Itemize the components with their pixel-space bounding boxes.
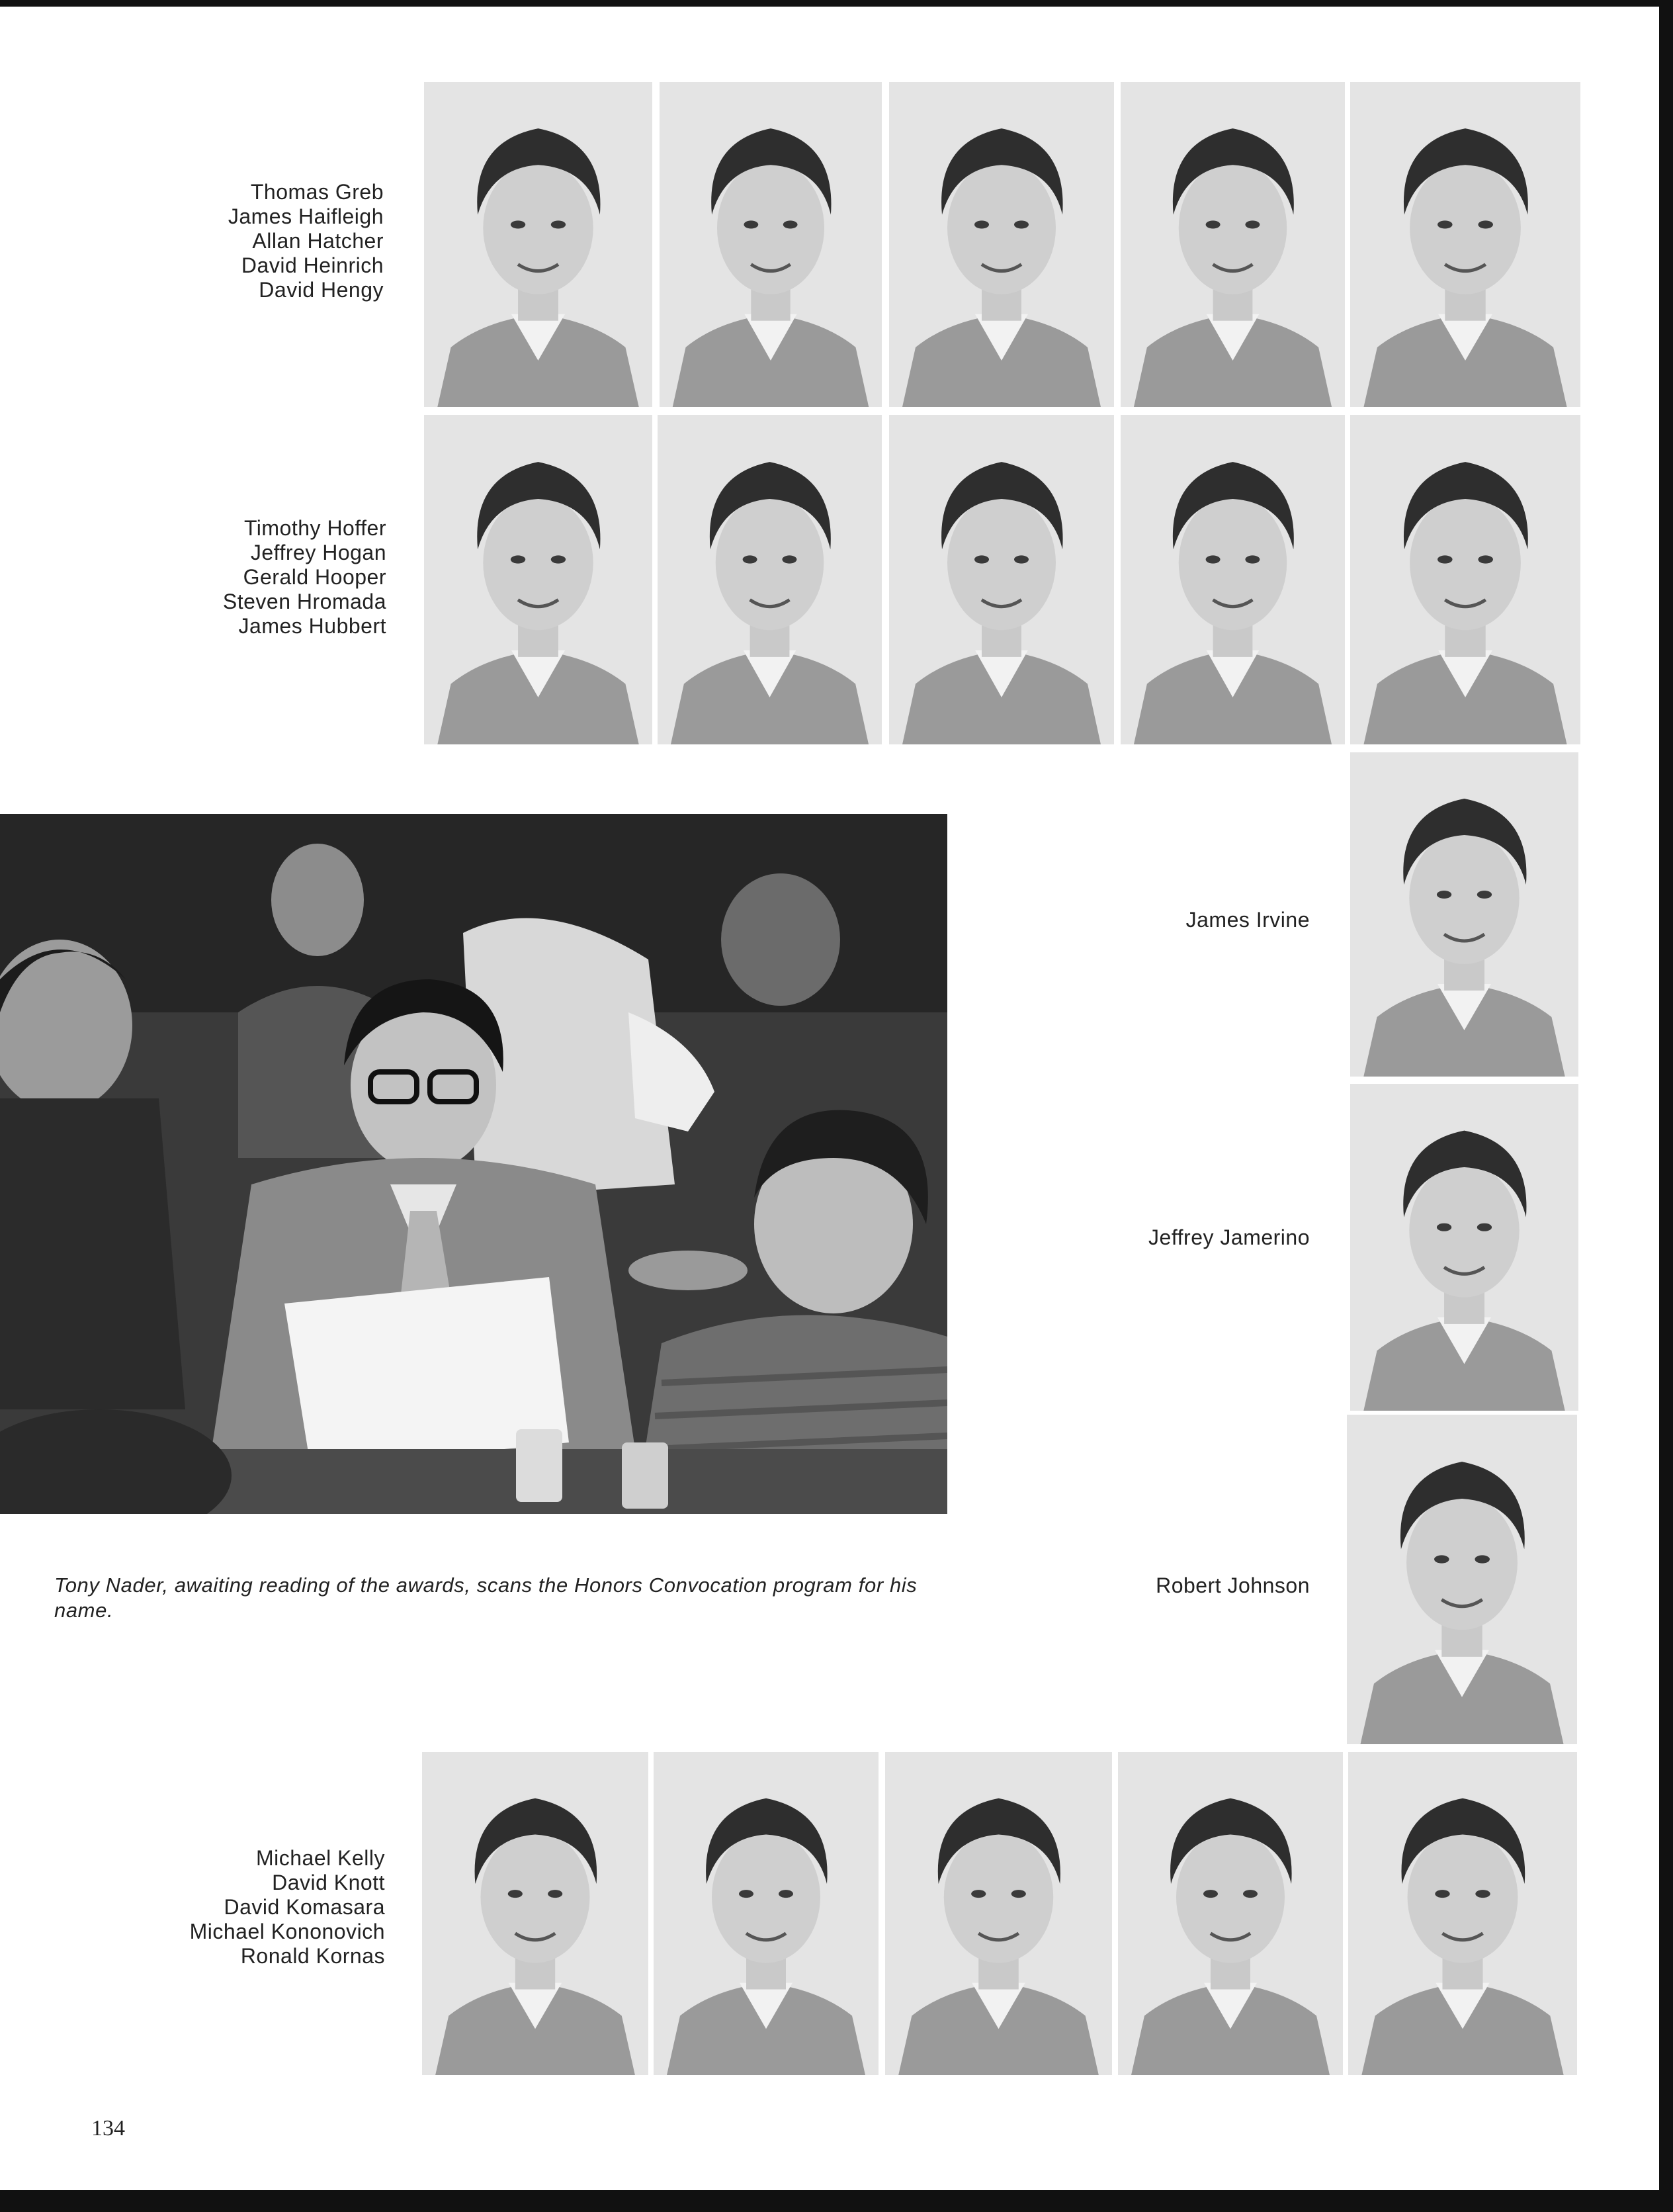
page-number: 134 [91, 2116, 125, 2141]
portrait-photo [1121, 82, 1345, 407]
portrait-photo [1121, 415, 1345, 744]
scan-edge-top [0, 0, 1673, 7]
portrait-photo [424, 415, 652, 744]
portrait-photo [1350, 1084, 1578, 1411]
photo-caption: Tony Nader, awaiting reading of the awards, scans the Honors Convocation program for his name. [54, 1573, 918, 1622]
student-name: Gerald Hooper [243, 565, 386, 589]
student-name: David Komasara [224, 1895, 385, 1919]
portrait-photo [889, 82, 1114, 407]
single-student-name: James Irvine [1185, 908, 1310, 932]
portrait-photo [658, 415, 882, 744]
portrait-photo [885, 1752, 1112, 2075]
student-name: Jeffrey Hogan [250, 541, 386, 564]
student-name: Michael Kelly [255, 1846, 385, 1870]
single-student-name: Robert Johnson [1156, 1573, 1310, 1597]
single-student-name: Jeffrey Jamerino [1148, 1225, 1310, 1249]
portrait-photo [660, 82, 882, 407]
row-3-name-list [119, 1846, 385, 1969]
portrait-photo [654, 1752, 879, 2075]
scan-edge-bottom [0, 2190, 1673, 2212]
student-name: Timothy Hoffer [243, 516, 386, 540]
student-name: Steven Hromada [222, 590, 386, 613]
student-name: Allan Hatcher [252, 229, 384, 253]
student-name: James Hubbert [238, 614, 386, 638]
student-name: Thomas Greb [250, 180, 384, 204]
portrait-photo [889, 415, 1114, 744]
portrait-photo [424, 82, 652, 407]
student-name: Ronald Kornas [240, 1944, 385, 1968]
portrait-photo [1350, 82, 1580, 407]
portrait-photo [422, 1752, 648, 2075]
student-name: David Heinrich [241, 253, 384, 277]
portrait-photo [1348, 1752, 1577, 2075]
portrait-photo [1350, 415, 1580, 744]
portrait-photo [1350, 752, 1578, 1077]
portrait-photo [1347, 1415, 1577, 1744]
row-2-name-list [132, 516, 386, 639]
convocation-photo [0, 814, 947, 1514]
portrait-photo [1118, 1752, 1343, 2075]
student-name: David Knott [272, 1871, 385, 1894]
row-1-name-list [132, 180, 384, 302]
student-name: Michael Kononovich [189, 1920, 385, 1943]
scan-edge-right [1659, 0, 1673, 2212]
student-name: James Haifleigh [228, 204, 384, 228]
student-name: David Hengy [259, 278, 384, 302]
